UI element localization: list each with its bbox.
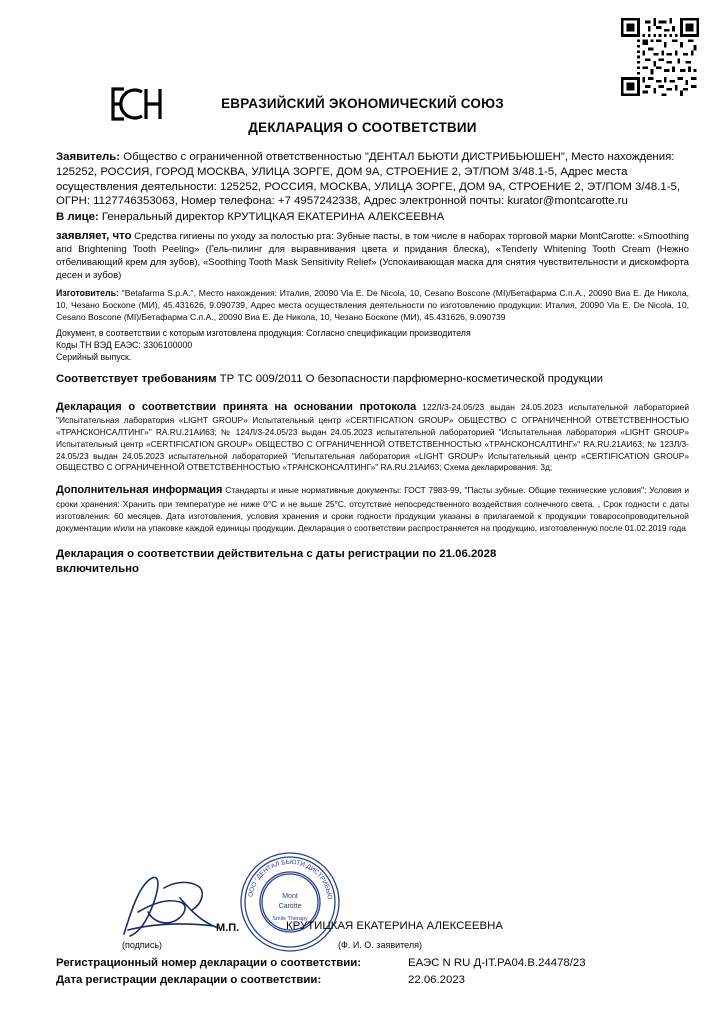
- svg-text:Carotte: Carotte: [278, 903, 302, 910]
- handwritten-signature-icon: [118, 868, 238, 946]
- serial-production: Серийный выпуск.: [56, 351, 132, 362]
- additional-info-value: Стандарты и иные нормативные документы: ГОСТ 7983-99, "Пасты зубные. Общие технические условия"; Условия и сроки хранения: Хранить при температуре не ниже 0°С и не выше 25°С, отсутствие непосредственного воздействия солнечного света. , Срок годности с даты изготовления: 60 месяцев. Дата изготовления, условия хранения и сроки годности продукции указаны в прилагаемой к продукции товаросопроводительной документации и/или на упаковке каждой единицы продукции. Декларация о соответствии распространяется на продукцию, изготовленную после 01.02.2019 года: [56, 485, 690, 533]
- fio-caption: (Ф. И. О. заявителя): [338, 940, 422, 950]
- registration-date-label: Дата регистрации декларации о соответствии:: [56, 974, 322, 987]
- represented-by-block: [56, 210, 689, 225]
- represented-by-value: Генеральный директор КРУТИЦКАЯ ЕКАТЕРИНА АЛЕКСЕЕВНА: [98, 211, 445, 224]
- additional-info-label: Дополнительная информация: [56, 484, 223, 497]
- registration-block: [56, 955, 689, 989]
- conformity-value: ТР ТС 009/2011 О безопасности парфюмерно-косметической продукции: [216, 372, 603, 385]
- represented-by-label: В лице:: [56, 211, 99, 224]
- applicant-label: Заявитель:: [56, 151, 121, 163]
- validity-tail: включительно: [56, 562, 139, 575]
- page-title: ДЕКЛАРАЦИЯ О СООТВЕТСТВИИ: [248, 120, 477, 135]
- protocol-label: Декларация о соответствии принята на основании протокола: [56, 400, 417, 413]
- manufacturer-label: Изготовитель:: [56, 287, 119, 298]
- manufacturer-value: "Betafarma S.p.A.", Место нахождения: Италия, 20090 Via E. De Nicola, 10, Cesano Boscone (MI)/Бетафарма С.п.А., 20090 Виа Е. Де Никола, 10, Чезано Боскone (МИ), 45.431626, 9.090739, Адрес места осуществления деятельности по изготовлению продукции: Италия, 20090 Via E. De Nicola, 10, Cesano Boscone (MI)/Бетафарма С.п.А., 20090 Виа Е. Де Никола, 10, Чезано Боскone (МИ), 45.431626, 9.090739: [56, 287, 689, 322]
- conformity-label: Соответствует требованиям: [56, 372, 217, 385]
- company-stamp-icon: [238, 850, 342, 954]
- conformity-block: [56, 372, 689, 387]
- signer-name: КРУТИЦКАЯ ЕКАТЕРИНА АЛЕКСЕЕВНА: [286, 920, 503, 932]
- protocol-block: [56, 400, 689, 474]
- svg-text:Mont: Mont: [282, 893, 298, 900]
- registration-date-row: [56, 972, 689, 989]
- manufacturer-block: [56, 287, 689, 324]
- protocol-value: 122Л/3-24.05/23 выдан 24.05.2023 испытательной лабораторией "Испытательная лаборатория «LIGHT GROUP» Испытательный центр «CERTIFICATION GROUP» ОБЩЕСТВО С ОГРАНИЧЕННОЙ ОТВЕТСТВЕННОСТЬЮ «ТРАНСКОНСАЛТИНГ»" RA.RU.21АИ63; № 124Л/3-24.05/23 выдан 24.05.2023 испытательной лабораторией "Испытательная лаборатория «LIGHT GROUP» Испытательный центр «CERTIFICATION GROUP» ОБЩЕСТВО С ОГРАНИЧЕННОЙ ОТВЕТСТВЕННОСТЬЮ «ТРАНСКОНСАЛТИНГ»" RA.RU.21АИ63; № 123Л/3-24.05/23 выдан 24.05.2023 испытательной лабораторией "Испытательная лаборатория «LIGHT GROUP» Испытательный центр «CERTIFICATION GROUP» ОБЩЕСТВО С ОГРАНИЧЕННОЙ ОТВЕТСТВЕННОСТЬЮ «ТРАНСКОНСАЛТИНГ»" RA.RU.21АИ63; Схема декларирования: 3д;: [56, 401, 689, 473]
- registration-number-label: Регистрационный номер декларации о соответствии:: [56, 957, 362, 969]
- svg-text:Smile Therapy: Smile Therapy: [272, 916, 308, 922]
- applicant-value: Общество с ограниченной ответственностью "ДЕНТАЛ БЬЮТИ ДИСТРИБЬЮШЕН", Место нахождения: 125252, РОССИЯ, ГОРОД МОСКВА, УЛИЦА ЗОРГЕ, ДОМ 9А, СТРОЕНИЕ 2, ЭТ/ПОМ 3/48.1-5, Адрес места осуществления деятельности: 125252, РОССИЯ, МОСКВА, УЛИЦА ЗОРГЕ, ДОМ 9А, СТРОЕНИЕ 2, ЭТ/ПОМ 3/48.1-5, ОГРН: 1127746353063, Номер телефона: +7 4957242338, Адрес электронной почты: kurator@montcarotte.ru: [56, 151, 680, 208]
- header-union-title: ЕВРАЗИЙСКИЙ ЭКОНОМИЧЕСКИЙ СОЮЗ: [221, 96, 504, 111]
- signature-caption: (подпись): [122, 940, 163, 950]
- stamp-place-label: М.П.: [216, 922, 240, 934]
- declares-block: [56, 229, 689, 283]
- document-header: [0, 96, 725, 135]
- registration-number-row: [56, 955, 689, 972]
- applicant-block: [56, 150, 689, 209]
- registration-date-value: 22.06.2023: [408, 974, 466, 987]
- manufacturing-document: Документ, в соответствии с которым изготовлена продукция: Согласно спецификации производителя: [56, 327, 471, 338]
- tnved-codes: Коды ТН ВЭД ЕАЭС: 3306100000: [56, 339, 193, 350]
- registration-number-value: ЕАЭС N RU Д-IT.РА04.В.24478/23: [408, 957, 586, 969]
- validity-block: [56, 547, 689, 577]
- document-body: [56, 150, 689, 577]
- validity-date: 21.06.2028: [436, 547, 497, 560]
- additional-info-block: [56, 483, 689, 534]
- signature-area: [56, 860, 689, 956]
- svg-text:ООО "ДЕНТАЛ БЬЮТИ ДИСТРИБЬЮШЕН: ООО "ДЕНТАЛ БЬЮТИ ДИСТРИБЬЮ: [247, 858, 334, 900]
- declares-value: Средства гигиены по уходу за полостью рта: Зубные пасты, в том числе в наборах торговой марки MontCarotte: «Smoothing and Brightening Tooth Peeling» (Гель-пилинг для выравнивания цвета и придания блеска), «Tenderly Whitening Tooth Cream (Нежно отбеливающий крем для зубов), «Soothing Tooth Mask Sensitivity Relief» (Успокаивающая маска для снятия чувствительности и дискомфорта десен и зубов): [56, 231, 689, 282]
- validity-label: Декларация о соответствии действительна с даты регистрации по: [56, 547, 437, 560]
- declares-label: заявляет, что: [56, 230, 132, 243]
- qr-code-icon: [621, 18, 699, 96]
